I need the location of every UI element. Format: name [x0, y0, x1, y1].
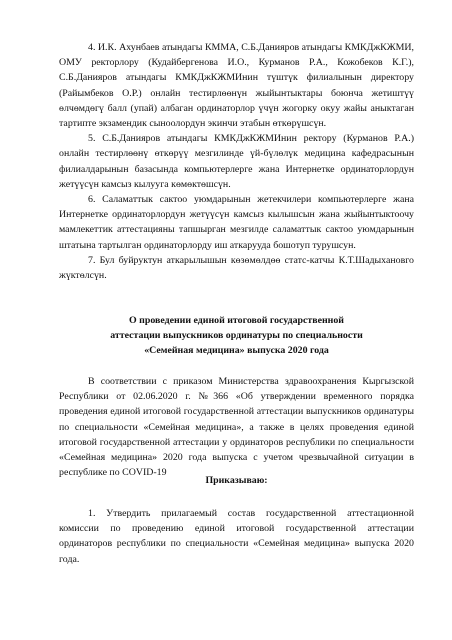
russian-order-heading	[59, 313, 414, 359]
kyrgyz-item-4: 4. И.К. Ахунбаев атындагы КММА, С.Б.Данияров атындагы КМКДжКЖМИ, ОМУ ректорлору (Кудайбергенова И.О., Курманов Р.А., Кожобеков К.Г.), С.Б.Данияров атындагы КМКДжКЖМИнин түштүк филиалынын директору (Райымбеков О.Р.) онлайн тестирлөөнүн жыйынтыктары боюнча жетиштүү өлчөмдөгү балл (упай) албаган ординаторлор үчүн жогорку окуу жайы аныктаган тартипте экзамендик сыноолордун экинчи этабын өткөрүшсүн.	[59, 42, 414, 130]
heading-line-2: аттестации выпускников ординатуры по специальности	[110, 330, 363, 342]
kyrgyz-item-5: 5. С.Б.Данияров атындагы КМКДжКЖМИнин ректору (Курманов Р.А.) онлайн тестирлөөнү өткөрүү мезгилинде үй-бүлөлүк медицина кафедрасынын филиалдарынын базасында компьютерлерге жана Интернетке ординаторлордун жетүүсүн камсыз кылууга көмөктөшсүн.	[59, 133, 414, 190]
heading-line-3: «Семейная медицина» выпуска 2020 года	[144, 345, 329, 357]
russian-items-block	[59, 506, 414, 567]
kyrgyz-item-6: 6. Саламаттык сактоо уюмдарынын жетекчилери компьютерлерге жана Интернетке ординаторлордун жетүүсүн камсыз кылышсын жана жыйынтыктоочу мамлекеттик аттестацияны тапшырган мезгилде саламаттык сактоо уюмдарынын штатына тартылган ординаторлорду иш аткарууда бошотуп турушсун.	[59, 194, 414, 251]
russian-item-1: 1. Утвердить прилагаемый состав государственной аттестационной комиссии по проведению единой итоговой государственной аттестации ординаторов республики по специальности «Семейная медицина» выпуска 2020 года.	[59, 508, 414, 565]
kyrgyz-item-7: 7. Бул буйруктун аткарылышын көзөмөлдөө статс-катчы К.Т.Шадыхановго жүктөлсүн.	[59, 254, 414, 282]
russian-intro-block	[59, 374, 414, 480]
russian-intro-paragraph: В соответствии с приказом Министерства здравоохранения Кыргызской Республики от 02.06.2020 г. №366 «Об утверждении временного порядка проведения единой итоговой государственной аттестации выпускников ординатуры по специальности «Семейная медицина», а также в целях проведения единой итоговой государственной аттестации у ординаторов республики по специальности «Семейная медицина» 2020 года выпуска с учетом чрезвычайной ситуации в республике по COVID-19	[59, 376, 414, 479]
kyrgyz-order-items	[59, 40, 414, 283]
heading-line-1: О проведении единой итоговой государственной	[128, 315, 344, 326]
command-word: Приказываю:	[205, 475, 268, 486]
